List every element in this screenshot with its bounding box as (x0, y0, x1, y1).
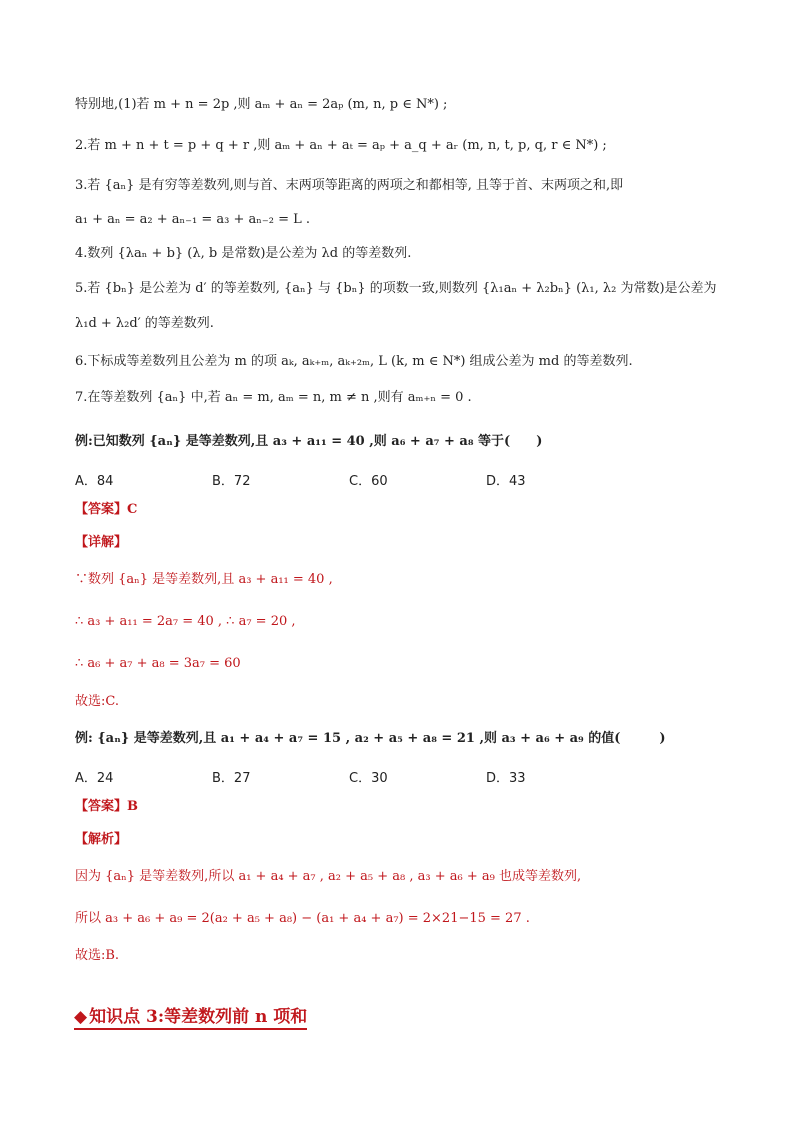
example-1-option-c: C．60 (349, 474, 388, 489)
example-2-option-d: D．33 (486, 771, 526, 786)
property-5-line-2: λ₁d + λ₂d′ 的等差数列. (75, 316, 214, 331)
example-2-question: 例: {aₙ} 是等差数列,且 a₁ + a₄ + a₇ = 15 , a₂ + a₅ + a₈ = 21 ,则 a₃ + a₆ + a₉ 的值( ) (75, 731, 666, 746)
example-1-question: 例:已知数列 {aₙ} 是等差数列,且 a₃ + a₁₁ = 40 ,则 a₆ + a₇ + a₈ 等于( ) (75, 434, 543, 449)
property-2: 2.若 m + n + t = p + q + r ,则 aₘ + aₙ + aₜ = aₚ + a_q + aᵣ (m, n, t, p, q, r ∈ N*) ; (75, 138, 607, 153)
example-2-option-c: C．30 (349, 771, 388, 786)
property-1: 特别地,(1)若 m + n = 2p ,则 aₘ + aₙ = 2aₚ (m, n, p ∈ N*) ; (75, 97, 448, 112)
example-2-option-a: A．24 (75, 771, 114, 786)
example-1-step-1: ∵数列 {aₙ} 是等差数列,且 a₃ + a₁₁ = 40 , (75, 572, 333, 587)
example-1-detail-label: 【详解】 (75, 535, 128, 550)
section-title: 知识点 3:等差数列前 n 项和 (89, 1007, 308, 1027)
example-1-answer: 【答案】C (75, 502, 138, 517)
property-3-line-1: 3.若 {aₙ} 是有穷等差数列,则与首、末两项等距离的两项之和都相等, 且等于首、末两项之和,即 (75, 178, 624, 193)
section-heading (74, 1002, 307, 1030)
example-2-answer: 【答案】B (75, 799, 138, 814)
property-6: 6.下标成等差数列且公差为 m 的项 aₖ, aₖ₊ₘ, aₖ₊₂ₘ, L (k, m ∈ N*) 组成公差为 md 的等差数列. (75, 354, 633, 369)
example-1-step-2: ∴ a₃ + a₁₁ = 2a₇ = 40 , ∴ a₇ = 20 , (75, 614, 296, 629)
example-2-analysis-label: 【解析】 (75, 832, 128, 847)
property-4: 4.数列 {λaₙ + b} (λ, b 是常数)是公差为 λd 的等差数列. (75, 246, 412, 261)
example-1-option-a: A．84 (75, 474, 114, 489)
example-2-step-2: 所以 a₃ + a₆ + a₉ = 2(a₂ + a₅ + a₈) − (a₁ + a₄ + a₇) = 2×21−15 = 27 . (75, 911, 530, 926)
diamond-icon: ◆ (74, 1007, 88, 1027)
example-1-step-3: ∴ a₆ + a₇ + a₈ = 3a₇ = 60 (75, 656, 241, 671)
example-2-conclusion: 故选:B. (75, 948, 120, 963)
example-2-step-1: 因为 {aₙ} 是等差数列,所以 a₁ + a₄ + a₇ , a₂ + a₅ + a₈ , a₃ + a₆ + a₉ 也成等差数列, (75, 869, 582, 884)
example-1-option-d: D．43 (486, 474, 526, 489)
property-5-line-1: 5.若 {bₙ} 是公差为 d′ 的等差数列, {aₙ} 与 {bₙ} 的项数一致,则数列 {λ₁aₙ + λ₂bₙ} (λ₁, λ₂ 为常数)是公差为 (75, 281, 717, 296)
example-1-option-b: B．72 (212, 474, 251, 489)
property-3-line-2: a₁ + aₙ = a₂ + aₙ₋₁ = a₃ + aₙ₋₂ = L . (75, 212, 310, 227)
example-2-option-b: B．27 (212, 771, 251, 786)
property-7: 7.在等差数列 {aₙ} 中,若 aₙ = m, aₘ = n, m ≠ n ,则有 aₘ₊ₙ = 0 . (75, 390, 472, 405)
example-1-conclusion: 故选:C. (75, 694, 119, 709)
